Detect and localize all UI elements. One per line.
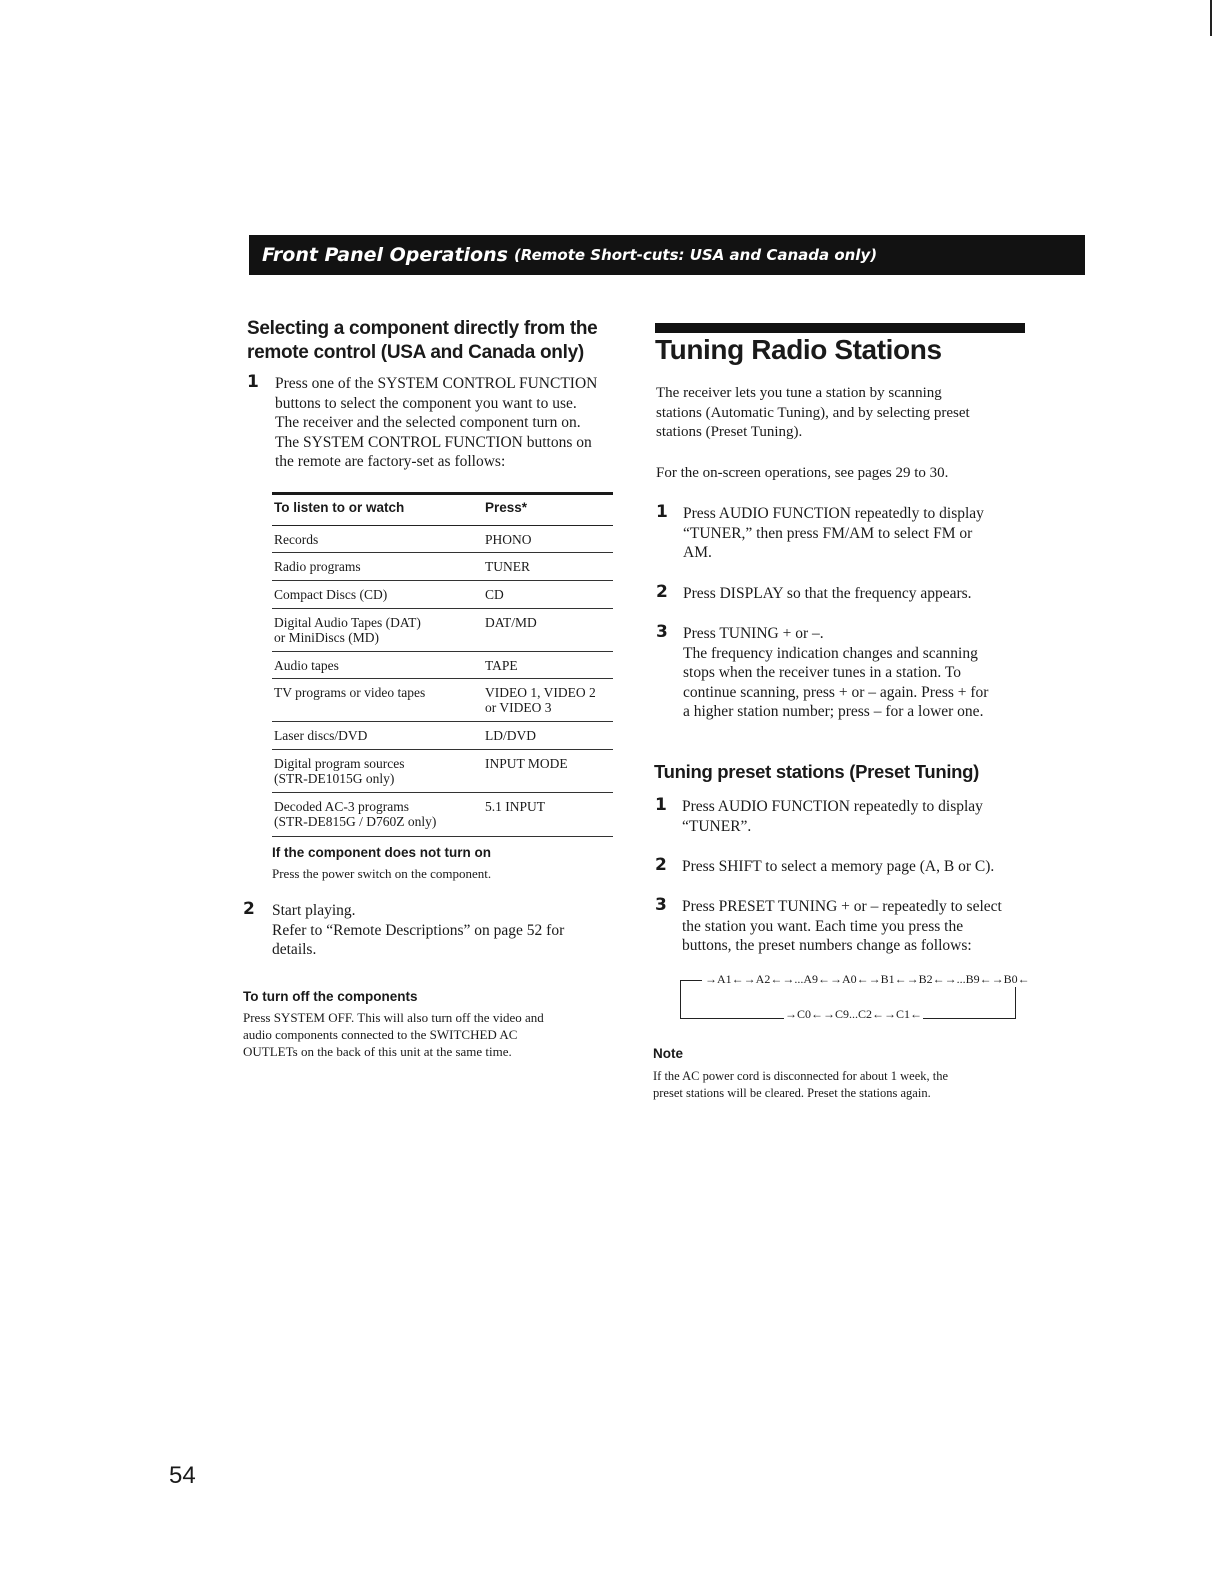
step-line: the station you want. Each time you press the [682,917,964,935]
text-line: audio components connected to the SWITCHED AC [243,1027,518,1042]
table-cell: Compact Discs (CD) [274,587,388,602]
left-heading-line2: remote control (USA and Canada only) [247,342,584,363]
text-line: If the AC power cord is disconnected for about 1 week, the [653,1069,949,1083]
text-line: preset stations will be cleared. Preset the stations again. [653,1086,931,1100]
step-line: continue scanning, press + or – again. Press + for [683,683,989,701]
table-cell: Laser discs/DVD [274,728,368,743]
note-text [653,1068,948,1102]
step-line: Press DISPLAY so that the frequency appears. [683,585,972,602]
text-line: Press SYSTEM OFF. This will also turn off the video and [243,1010,544,1025]
text-line: stations (Preset Tuning). [656,424,803,440]
step-text [682,897,1032,956]
step-line: Press SHIFT to select a memory page (A, B or C). [682,858,995,875]
note-title: Note [653,1046,683,1061]
heading-rule [655,323,1025,333]
step-text [682,857,1027,877]
table-cell: Audio tapes [274,658,339,673]
table-row [272,750,613,793]
step-line: AM. [683,544,712,561]
subheading-not-turn-on: If the component does not turn on [272,845,491,860]
table-cell: Records [274,532,319,547]
step-line: The SYSTEM CONTROL FUNCTION buttons on [275,433,592,451]
step-text [683,504,1023,563]
subtext-turn-off [243,1009,544,1060]
page-number: 54 [169,1462,196,1489]
table-cell: PHONO [485,532,532,547]
step-text [272,901,617,960]
section-banner [249,235,1085,275]
table-header-cell: Press* [485,500,528,515]
table-row [272,526,613,553]
step-line: Start playing. [272,902,356,919]
step-line: the remote are factory-set as follows: [275,453,506,470]
step-line: Refer to “Remote Descriptions” on page 52 for [272,921,565,939]
text-line: The receiver lets you tune a station by scanning [656,385,942,401]
table-row [272,722,613,750]
table-cell: Digital Audio Tapes (DAT) [274,615,421,630]
step-line: The frequency indication changes and scanning [683,644,978,662]
step-line: stops when the receiver tunes in a station. To [683,664,961,681]
table-row [272,581,613,609]
table-row [272,553,613,581]
table-row [272,652,613,679]
step-number: 2 [243,899,255,919]
step-line: Press AUDIO FUNCTION repeatedly to display [683,505,984,522]
table-row [272,609,613,652]
subheading-turn-off: To turn off the components [243,989,418,1004]
step-line: details. [272,941,317,958]
step-number: 3 [655,895,667,915]
left-heading-line1: Selecting a component directly from the [247,318,598,339]
text-line: Press the power switch on the component. [272,866,492,881]
table-row [272,679,613,722]
step-line: Press one of the SYSTEM CONTROL FUNCTION [275,375,598,392]
step-number: 1 [247,372,259,392]
step-text [683,624,1023,722]
step-line: Press TUNING + or –. [683,625,824,642]
step-line: The receiver and the selected component turn on. [275,414,581,431]
preset-sequence-diagram [680,970,1030,1022]
step-number: 2 [655,855,667,875]
step-number: 3 [656,622,668,642]
subtext-not-turn-on [272,865,491,882]
right-heading: Tuning Radio Stations [655,334,942,365]
table-header-row [272,495,613,526]
step-text [275,374,620,472]
step-line: a higher station number; press – for a lower one. [683,703,984,720]
sequence-loop-segment [680,980,702,981]
step-text [682,797,1027,836]
right-intro [656,384,1016,443]
preset-subheading: Tuning preset stations (Preset Tuning) [654,761,980,782]
step-number: 1 [655,795,667,815]
step-number: 1 [656,502,668,522]
table-cell: (STR-DE1015G only) [274,771,395,786]
table-cell: 5.1 INPUT [485,799,545,814]
table-row [272,793,613,837]
table-cell: Decoded AC-3 programs [274,799,409,814]
table-cell: DAT/MD [485,615,537,630]
table-cell: LD/DVD [485,728,536,743]
table-cell: VIDEO 1, VIDEO 2 [485,685,596,700]
banner-subtitle: (Remote Short-cuts: USA and Canada only) [513,246,878,264]
table-cell: TUNER [485,559,530,574]
table-cell: TV programs or video tapes [274,685,426,700]
table-header-cell: To listen to or watch [274,500,405,515]
table-cell: CD [485,587,504,602]
step-number: 2 [656,582,668,602]
sequence-row-top: →A1←→A2←→...A9←→A0←→B1←→B2←→...B9←→B0← [705,972,1030,986]
table-cell: or MiniDiscs (MD) [274,630,379,645]
table-cell: INPUT MODE [485,756,568,771]
left-heading [247,317,607,365]
step-line: Press AUDIO FUNCTION repeatedly to display [682,798,983,815]
table-cell: (STR-DE815G / D760Z only) [274,814,437,829]
table-cell: or VIDEO 3 [485,700,552,715]
step-line: buttons, the preset numbers change as follows: [682,937,972,954]
sequence-row-bottom: →C0←→C9...C2←→C1← [785,1007,923,1021]
table-cell: Digital program sources [274,756,405,771]
step-line: “TUNER,” then press FM/AM to select FM or [683,524,973,542]
component-table [272,492,613,837]
step-line: Press PRESET TUNING + or – repeatedly to select [682,898,1002,915]
step-text [683,584,1023,604]
text-line: stations (Automatic Tuning), and by selecting preset [656,404,970,421]
text-line: OUTLETs on the back of this unit at the same time. [243,1044,512,1059]
banner-title: Front Panel Operations [262,244,508,266]
table-cell: TAPE [485,658,518,673]
page-edge-mark [1210,0,1212,36]
step-line: buttons to select the component you want to use. [275,394,577,412]
right-onscreen-note [656,464,1016,484]
step-line: “TUNER”. [682,817,752,835]
text-line: For the on-screen operations, see pages 29 to 30. [656,465,949,481]
table-cell: Radio programs [274,559,361,574]
